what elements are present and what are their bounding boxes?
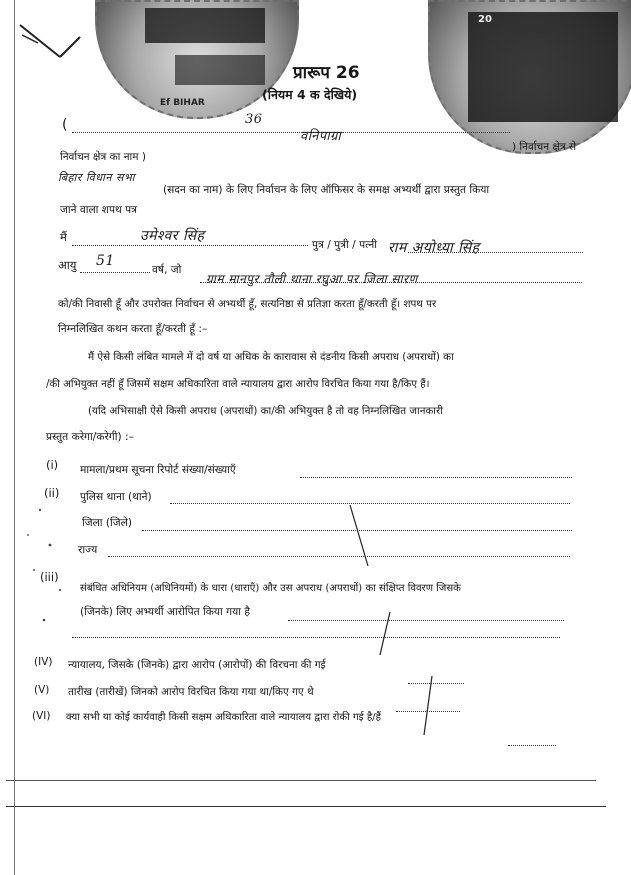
item-4-number: (IV) <box>34 656 53 668</box>
years-label: वर्ष, जो <box>152 264 182 276</box>
house-name-line-text: (सदन का नाम) के लिए निर्वाचन के लिए ऑफिसर के समक्ष अभ्यर्थी द्वारा प्रस्तुत किया <box>163 184 490 196</box>
handwritten-house-name: बिहार विधान सभा <box>58 171 136 184</box>
statement-intro: निम्नलिखित कथन करता हूँ/करती हूँ :– <box>58 323 208 335</box>
handwritten-candidate-name: उमेश्वर सिंह <box>140 228 205 244</box>
affidavit-line-4: जाने वाला शपथ पत्र <box>60 204 138 216</box>
constituency-suffix: ) निर्वाचन क्षेत्र से <box>512 141 577 153</box>
item-3-label-cont: (जिनके) लिए अभ्यर्थी आरोपित किया गया है <box>80 606 250 618</box>
handwritten-constituency-number: 36 <box>245 112 263 127</box>
item-2-district-label: जिला (जिले) <box>82 517 132 529</box>
item-1-label: मामला/प्रथम सूचना रिपोर्ट संख्या/संख्याएँ <box>80 464 236 476</box>
item-6-number: (VI) <box>32 710 51 722</box>
stamp-left-label: Ef BIHAR <box>160 98 205 108</box>
declaration-para-1b: /की अभियुक्त नहीं हूँ जिसमें सक्षम अधिकारिता वाले न्यायालय द्वारा आरोप विरचित किया गया है/किए हैं। <box>46 379 430 390</box>
age-label: आयु <box>58 258 77 272</box>
item-4-label: न्यायालय, जिसके (जिनके) द्वारा आरोप (आरोपों) की विरचना की गई <box>68 659 326 671</box>
handwritten-father-name: राम अयोध्या सिंह <box>388 240 480 256</box>
item-1-number: (i) <box>46 458 59 472</box>
footer-rule-2 <box>6 806 606 807</box>
item-2-label: पुलिस थाना (थाने) <box>80 491 152 503</box>
item-3-label: संबंधित अधिनियम (अधिनियमों) के धारा (धाराएँ) और उस अपराध (अपराधों) का संक्षिप्त विवरण जिसके <box>80 583 461 594</box>
i-prefix: मैं <box>60 230 67 244</box>
item-2-state-label: राज्य <box>78 544 98 556</box>
declaration-para-2b: प्रस्तुत करेगा/करेगी) :– <box>46 431 134 443</box>
scan-speckles <box>20 490 80 650</box>
footer-rule-1 <box>6 780 596 781</box>
residence-statement: को/की निवासी हूँ और उपरोक्त निर्वाचन से अभ्यर्थी हूँ, सत्यनिष्ठा से प्रतिज्ञा करता हूँ/करती हूँ। शपथ पर <box>58 298 437 310</box>
relation-label: पुत्र / पुत्री / पत्नी <box>312 239 377 251</box>
item-5-number: (V) <box>34 684 50 696</box>
item-6-label: क्या सभी या कोई कार्यवाही किसी सक्षम अधिकारिता वाले न्यायालय द्वारा रोकी गई है/हैं <box>66 712 381 723</box>
constituency-name-label: निर्वाचन क्षेत्र का नाम ) <box>60 151 146 163</box>
handwritten-age: 51 <box>96 253 115 269</box>
handwritten-constituency-name: वनिपाग्रा <box>300 129 342 144</box>
form-title: प्रारूप 26 <box>293 63 360 83</box>
open-paren: ( <box>62 117 68 133</box>
declaration-para-1a: मैं ऐसे किसी लंबित मामले में दो वर्ष या अधिक के कारावास से दंडनीय किसी अपराध (अपराधों) का <box>88 351 454 363</box>
declaration-para-2a: (यदि अभिसाक्षी ऐसे किसी अपराध (अपराधों) का/की अभियुक्त है तो वह निम्नलिखित जानकारी <box>88 405 443 417</box>
stamp-right-number: 20 <box>478 14 492 25</box>
handwritten-address: ग्राम मानपुर तौली थाना रघुआ पर जिला सारण <box>206 272 418 286</box>
form-subtitle: (नियम 4 क देखिये) <box>262 87 358 102</box>
item-5-label: तारीख (तारीखें) जिनको आरोप विरचित किया गया था/किए गए थे <box>68 686 314 698</box>
item-2-number: (ii) <box>44 486 60 500</box>
item-3-number: (iii) <box>40 570 59 584</box>
